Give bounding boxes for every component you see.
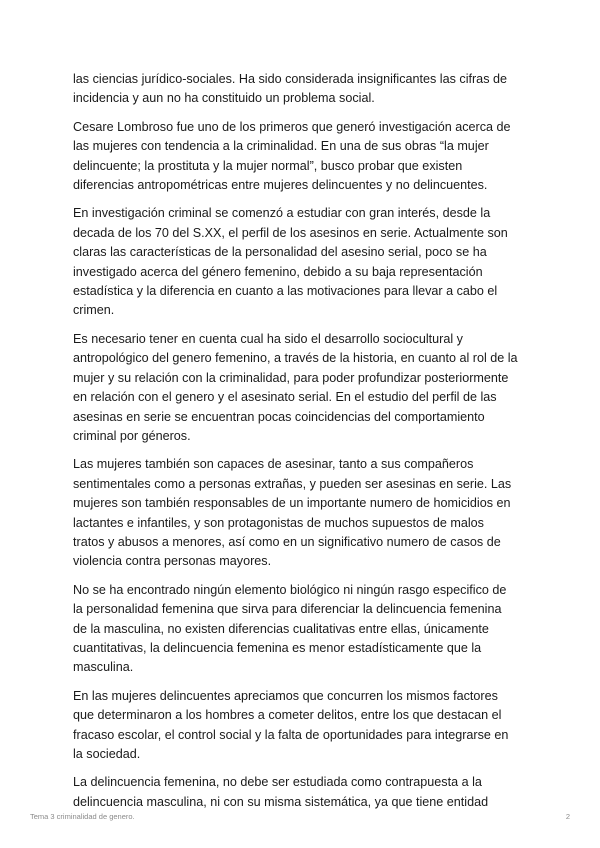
- page-number: 2: [565, 812, 570, 821]
- paragraph-3: En investigación criminal se comenzó a estudiar con gran interés, desde la decada de los 70 del S.XX, el perfil de los asesinos en serie. Actualmente son claras las características de la personalidad del asesino serial, poco se ha investigado acerca del género femenino, debido a su baja representación estadística y la diferencia en cuanto a las motivaciones para llevar a cabo el crimen.: [73, 206, 508, 318]
- page-footer: [30, 812, 570, 826]
- paragraph-8: La delincuencia femenina, no debe ser estudiada como contrapuesta a la delincuencia masculina, ni con su misma sistemática, ya que tiene entidad: [73, 775, 489, 809]
- paragraph-7: En las mujeres delincuentes apreciamos que concurren los mismos factores que determinaron a los hombres a cometer delitos, entre los que destacan el fracaso escolar, el control social y la falta de oportunidades para integrarse en la sociedad.: [73, 688, 509, 761]
- paragraph-4: Es necesario tener en cuenta cual ha sido el desarrollo sociocultural y antropológico del genero femenino, a través de la historia, en cuanto al rol de la mujer y su relación con la criminalidad, para poder profundizar posteriormente en relación con el genero y el asesinato serial. En el estudio del perfil de las asesinas en serie se encuentran pocas coincidencias del comportamiento criminal por géneros.: [73, 331, 518, 443]
- paragraph-5: Las mujeres también son capaces de asesinar, tanto a sus compañeros sentimentales como a personas extrañas, y pueden ser asesinas en serie. Las mujeres son también responsables de un importante numero de homicidios en lactantes e infantiles, y son protagonistas de muchos supuestos de malos tratos y abusos a menores, así como en un significativo numero de casos de violencia contra personas mayores.: [73, 457, 512, 569]
- paragraph-1: las ciencias jurídico-sociales. Ha sido considerada insignificantes las cifras de incidencia y aun no ha constituido un problema social.: [73, 72, 507, 106]
- footer-title: Tema 3 criminalidad de genero.: [30, 812, 135, 821]
- paragraph-2: Cesare Lombroso fue uno de los primeros que generó investigación acerca de las mujeres con tendencia a la criminalidad. En una de sus obras “la mujer delincuente; la prostituta y la mujer normal”, busco probar que existen diferencias antropométricas entre mujeres delincuentes y no delincuentes.: [73, 119, 511, 193]
- paragraph-6: No se ha encontrado ningún elemento biológico ni ningún rasgo especifico de la personalidad femenina que sirva para diferenciar la delincuencia femenina de la masculina, no existen diferencias cualitativas entre ellas, únicamente cuantitativas, la delincuencia femenina es menor estadísticamente que la masculina.: [73, 582, 507, 675]
- document-body: [73, 70, 533, 821]
